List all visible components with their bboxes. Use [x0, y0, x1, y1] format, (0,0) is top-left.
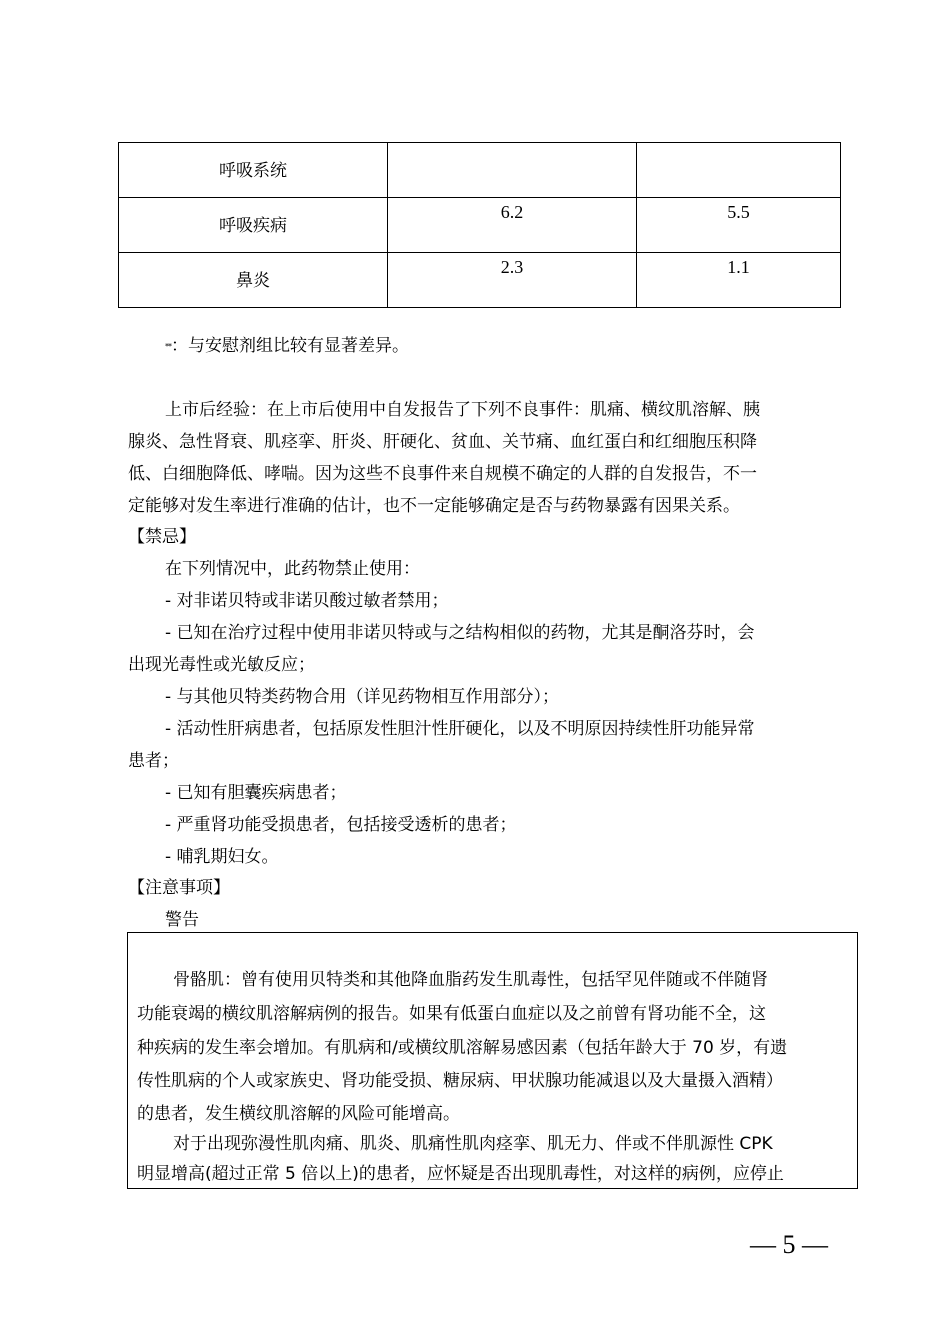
contraindication-item: - 严重肾功能受损患者，包括接受透析的患者； — [165, 815, 517, 835]
postmarket-line: 定能够对发生率进行准确的估计，也不一定能够确定是否与药物暴露有因果关系。 — [128, 496, 740, 516]
postmarket-line: 低、白细胞降低、哮喘。因为这些不良事件来自规模不确定的人群的自发报告，不一 — [128, 464, 757, 484]
contraindication-item: - 活动性肝病患者，包括原发性胆汁性肝硬化，以及不明原因持续性肝功能异常 — [165, 719, 755, 739]
table-cell-value: 5.5 — [637, 198, 841, 253]
warning-label: 警告 — [165, 910, 199, 930]
table-cell-value: 1.1 — [637, 253, 841, 308]
warning-line: 明显增高(超过正常 5 倍以上)的患者，应怀疑是否出现肌毒性，对这样的病例，应停止 — [137, 1164, 784, 1184]
table-footnote — [165, 336, 409, 357]
table-row — [119, 143, 841, 198]
warning-line: 功能衰竭的横纹肌溶解病例的报告。如果有低蛋白血症以及之前曾有肾功能不全，这 — [137, 1004, 766, 1024]
footnote-text: ：与安慰剂组比较有显著差异。 — [171, 336, 409, 356]
table-cell-category: 呼吸疾病 — [119, 198, 388, 253]
contraindication-item: - 已知有胆囊疾病患者； — [165, 783, 347, 803]
page-number: — 5 — — [750, 1230, 828, 1259]
contraindication-item: - 与其他贝特类药物合用（详见药物相互作用部分）； — [165, 687, 560, 707]
warning-line: 骨骼肌：曾有使用贝特类和其他降血脂药发生肌毒性，包括罕见伴随或不伴随肾 — [173, 970, 768, 990]
footnote-mark: ** — [165, 342, 171, 351]
warning-line: 的患者，发生横纹肌溶解的风险可能增高。 — [137, 1104, 460, 1124]
table-cell-category: 鼻炎 — [119, 253, 388, 308]
table-cell-value — [637, 143, 841, 198]
table-cell-value: 6.2 — [388, 198, 637, 253]
contraindication-item-continued: 出现光毒性或光敏反应； — [128, 655, 315, 675]
table-row — [119, 198, 841, 253]
contraindications-heading: 【禁忌】 — [128, 527, 196, 547]
warning-line: 种疾病的发生率会增加。有肌病和/或横纹肌溶解易感因素（包括年龄大于 70 岁，有遗 — [137, 1038, 788, 1058]
postmarket-line: 上市后经验：在上市后使用中自发报告了下列不良事件：肌痛、横纹肌溶解、胰 — [165, 400, 760, 420]
contraindication-item: - 对非诺贝特或非诺贝酸过敏者禁用； — [165, 591, 449, 611]
adverse-events-table — [118, 142, 841, 308]
contraindications-intro: 在下列情况中，此药物禁止使用： — [165, 559, 420, 579]
table-cell-value: 2.3 — [388, 253, 637, 308]
warning-line: 传性肌病的个人或家族史、肾功能受损、糖尿病、甲状腺功能减退以及大量摄入酒精） — [137, 1071, 783, 1091]
contraindication-item: - 已知在治疗过程中使用非诺贝特或与之结构相似的药物，尤其是酮洛芬时，会 — [165, 623, 755, 643]
postmarket-line: 腺炎、急性肾衰、肌痉挛、肝炎、肝硬化、贫血、关节痛、血红蛋白和红细胞压积降 — [128, 432, 757, 452]
warning-line: 对于出现弥漫性肌肉痛、肌炎、肌痛性肌肉痉挛、肌无力、伴或不伴肌源性 CPK — [173, 1134, 773, 1154]
table-row — [119, 253, 841, 308]
contraindication-item-continued: 患者； — [128, 751, 179, 771]
precautions-heading: 【注意事项】 — [128, 878, 230, 898]
contraindication-item: - 哺乳期妇女。 — [165, 847, 279, 867]
table-cell-category: 呼吸系统 — [119, 143, 388, 198]
table-cell-value — [388, 143, 637, 198]
